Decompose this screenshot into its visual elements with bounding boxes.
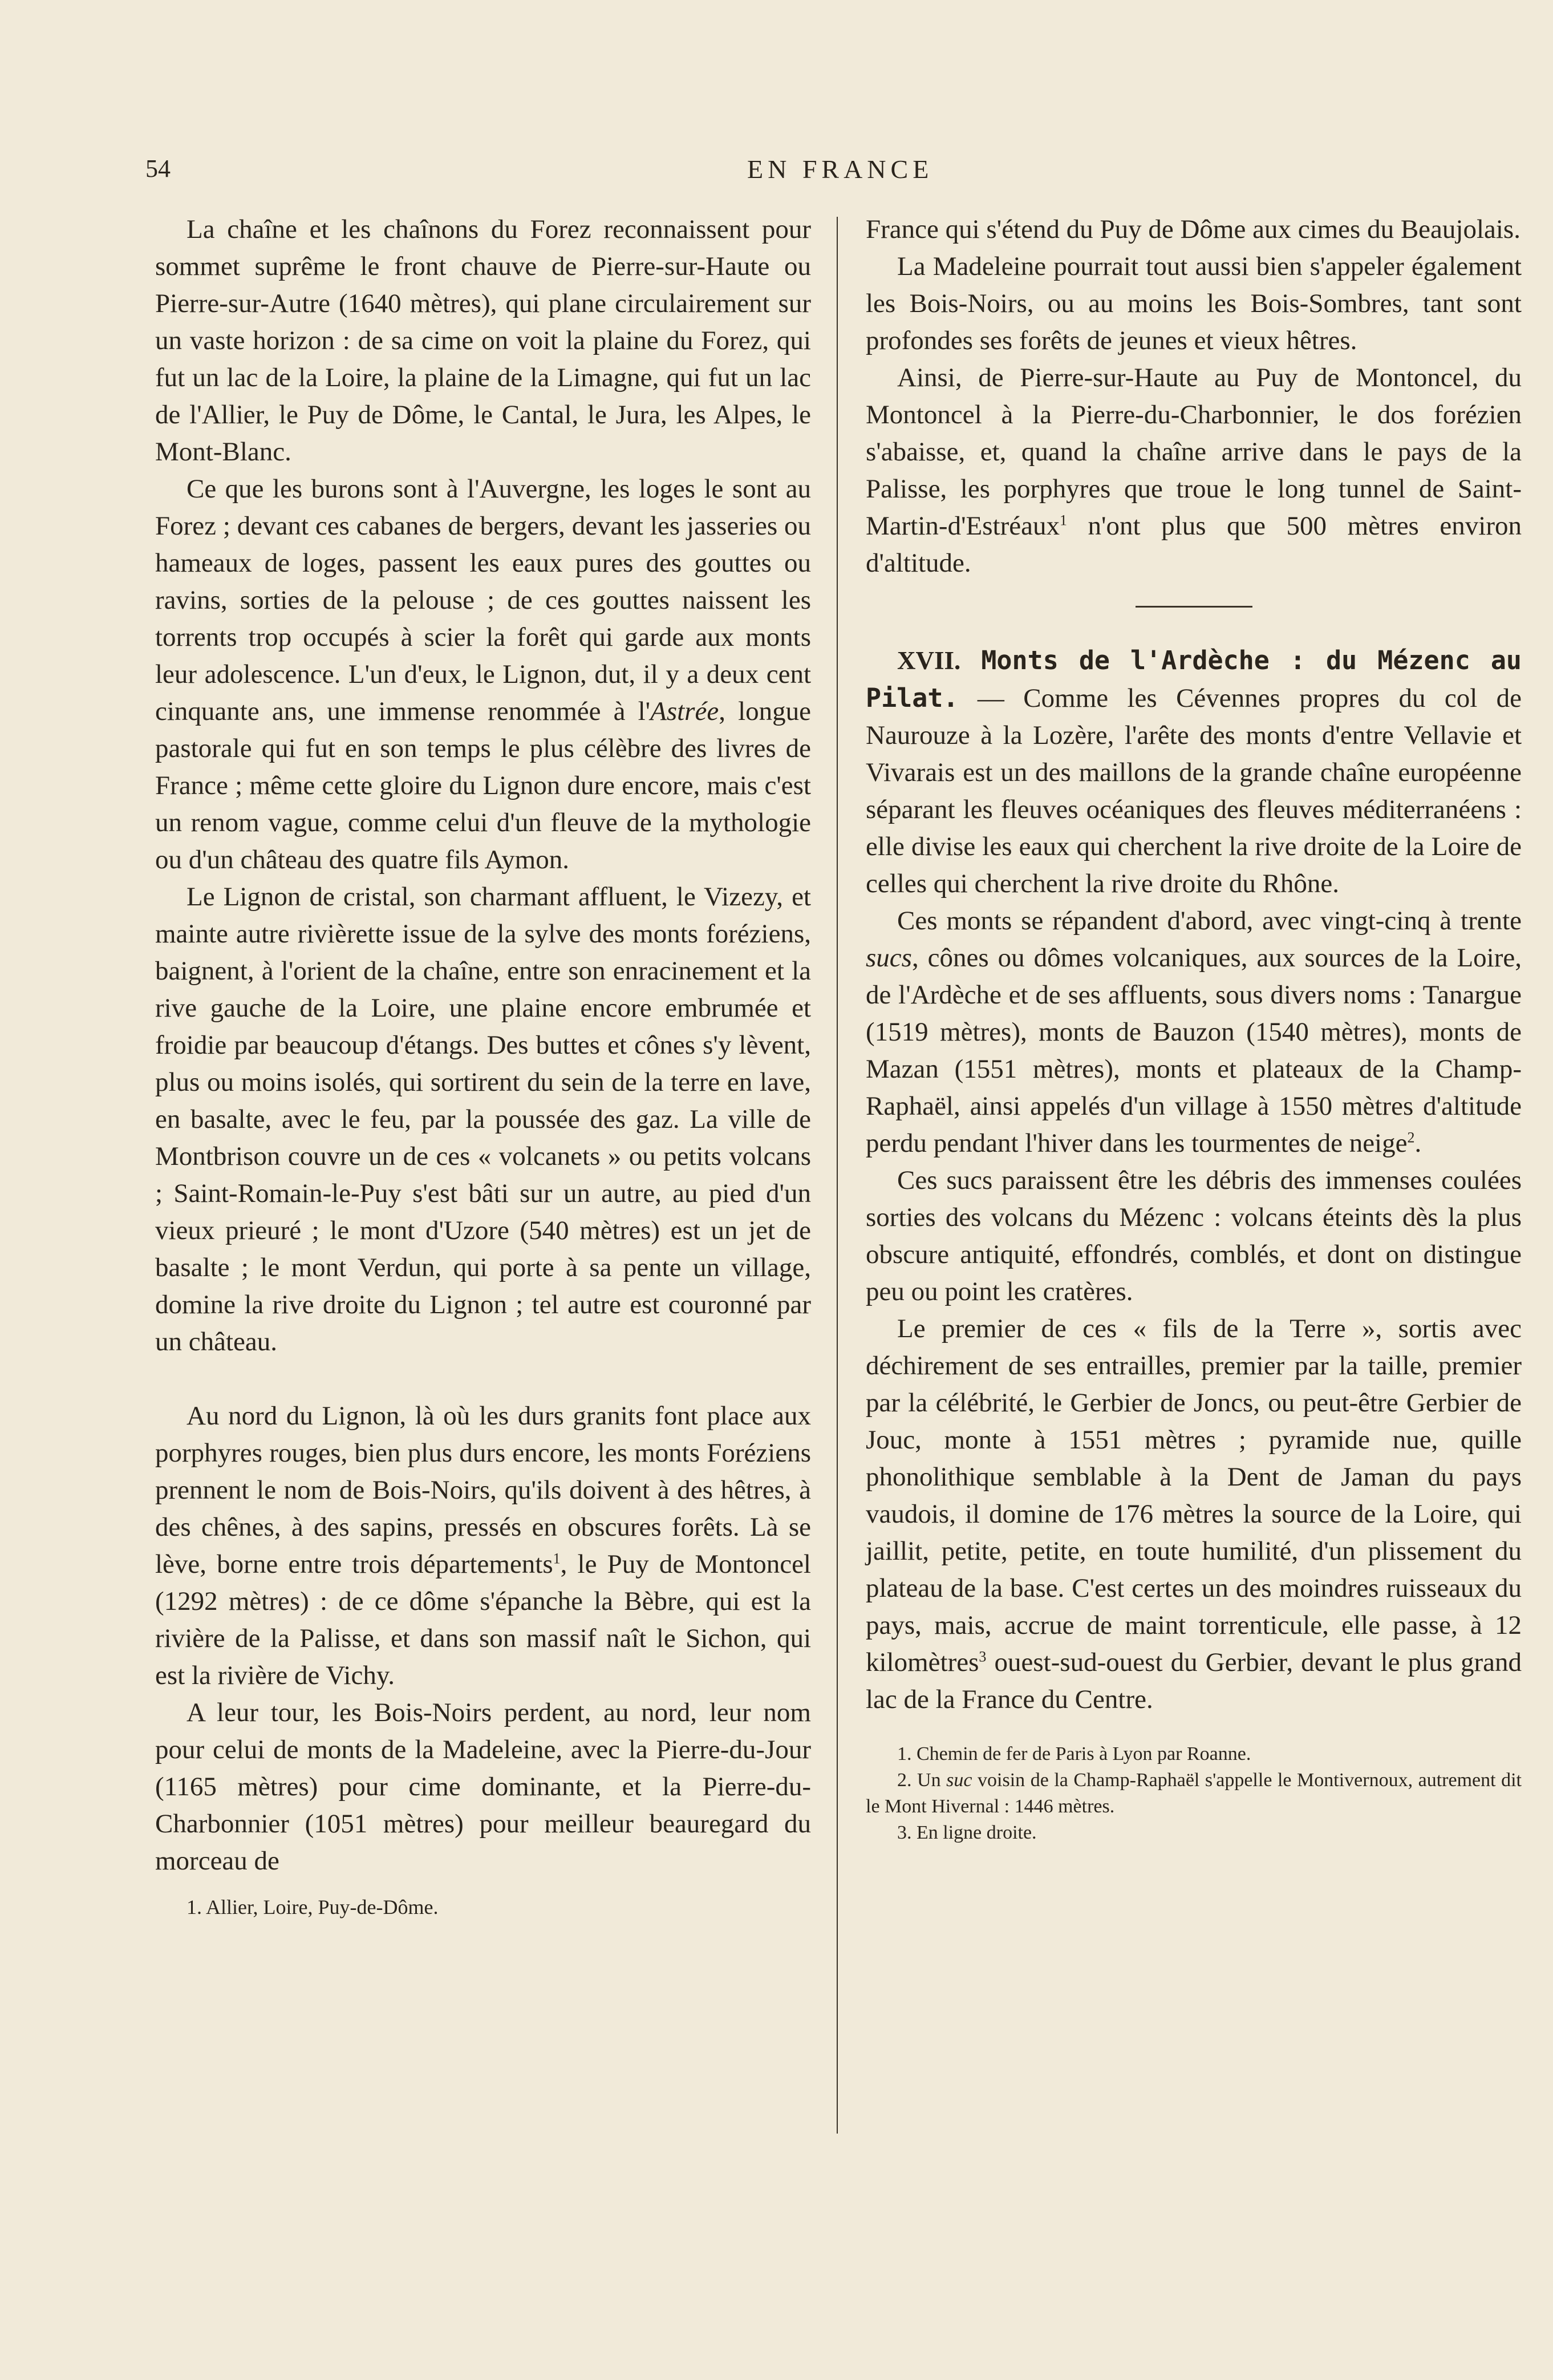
footnote-ref: 1 (553, 1550, 561, 1567)
paragraph: France qui s'étend du Puy de Dôme aux cimes du Beaujolais. (866, 214, 1520, 244)
paragraph: La chaîne et les chaînons du Forez reconnaissent pour sommet suprême le front chauve de Pierre-sur-Haute ou Pierre-sur-Autre (1640 mètres), qui plane circulairement sur un vaste horizon : de sa cime on voit la plaine du Forez, qui fut un lac de la Loire, la plaine de la Limagne, qui fut un lac de l'Allier, le Puy de Dôme, le Cantal, le Jura, les Alpes, le Mont-Blanc. (155, 214, 811, 467)
running-title: EN FRANCE (747, 155, 934, 184)
paragraph: Au nord du Lignon, là où les durs granits font place aux porphyres rouges, bien plus durs encore, les monts Foréziens prennent le nom de Bois-Noirs, qu'ils doivent à des hêtres, à des chênes, à des sapins, pressés en obscures forêts. Là se lève, borne entre trois départements$^1$, le Puy de Montoncel (1292 mètres) : de ce dôme s'épanche la Bèbre, qui est la rivière de la Palisse, et dans son massif naît le Sichon, qui est la rivière de Vichy. (155, 1401, 811, 1690)
footnote-ref: 3 (979, 1648, 987, 1665)
section-paragraph: XVII. Monts de l'Ardèche : du Mézenc au Pilat. — Comme les Cévennes propres du col de Naurouze à la Lozère, l'arête des monts d'entre Vellavie et Vivarais est un des maillons de la grande chaîne européenne séparant les fleuves océaniques des fleuves méditerranéens : elle divise les eaux qui cherchent la rive droite de la Loire de celles qui cherchent la rive droite du Rhône. (866, 645, 1522, 898)
paragraph: Ces monts se répandent d'abord, avec vingt-cinq à trente sucs, cônes ou dômes volcaniques, aux sources de la Loire, de l'Ardèche et de ses affluents, sous divers noms : Tanargue (1519 mètres), monts de Bauzon (1540 mètres), monts de Mazan (1551 mètres), monts et plateaux de la Champ-Raphaël, ainsi appelés d'un village à 1550 mètres d'altitude perdu pendant l'hiver dans les tourmentes de neige$^2$. (866, 906, 1522, 1158)
footnote-ref: 2 (1407, 1129, 1415, 1146)
paragraph: Ce que les burons sont à l'Auvergne, les loges le sont au Forez ; devant ces cabanes de bergers, devant les jasseries ou hameaux de loges, passent les eaux pures des gouttes ou ravins, sorties de la pelouse ; de ces gouttes naissent les torrents trop occupés à scier la forêt qui garde aux monts leur adolescence. L'un d'eux, le Lignon, dut, il y a deux cent cinquante ans, une immense renommée à l'Astrée, longue pastorale qui fut en son temps le plus célèbre des livres de France ; même cette gloire du Lignon dure encore, mais c'est un renom vague, comme celui d'un fleuve de la mythologie ou d'un château des quatre fils Aymon. (155, 474, 811, 875)
left-column (155, 211, 811, 1920)
paragraph: Le premier de ces « fils de la Terre », sortis avec déchirement de ses entrailles, premier par la taille, premier par la célébrité, le Gerbier de Joncs, ou peut-être Gerbier de Jouc, monte à 1551 mètres ; pyramide nue, quille phonolithique semblable à la Dent de Jaman du pays vaudois, il domine de 176 mètres la source de la Loire, qui jaillit, petite, petite, en toute humilité, d'un plissement du plateau de la base. C'est certes un des moindres ruisseaux du pays, mais, accrue de maint torrenticule, elle passe, à 12 kilomètres$^3$ ouest-sud-ouest du Gerbier, devant le plus grand lac de la France du Centre. (866, 1314, 1522, 1714)
book-title: Astrée (650, 697, 719, 726)
paragraph: A leur tour, les Bois-Noirs perdent, au nord, leur nom pour celui de monts de la Madeleine, avec la Pierre-du-Jour (1165 mètres) pour cime dominante, et la Pierre-du-Charbonnier (1051 mètres) pour meilleur beauregard du morceau de (155, 1698, 811, 1876)
footnote: 3. En ligne droite. (897, 1822, 1037, 1843)
footnote: 1. Chemin de fer de Paris à Lyon par Roanne. (897, 1743, 1251, 1764)
footnote: 1. Allier, Loire, Puy-de-Dôme. (186, 1896, 439, 1918)
footnote: 2. Un suc voisin de la Champ-Raphaël s'appelle le Montivernoux, autrement dit le Mont Hivernal : 1446 mètres. (866, 1770, 1522, 1817)
footnotes-left (155, 1894, 811, 1920)
page-number: 54 (145, 155, 171, 183)
column-divider (837, 217, 838, 2134)
footnotes-right (866, 1741, 1522, 1846)
right-column (866, 211, 1522, 1846)
paragraph: La Madeleine pourrait tout aussi bien s'appeler également les Bois-Noirs, ou au moins les Bois-Sombres, tant sont profondes ses forêts de jeunes et vieux hêtres. (866, 252, 1522, 355)
paragraph: Le Lignon de cristal, son charmant affluent, le Vizezy, et mainte autre rivièrette issue de la sylve des monts foréziens, baignent, à l'orient de la chaîne, entre son enracinement et la rive gauche de la Loire, une plaine encore embrumée et froidie par beaucoup d'étangs. Des buttes et cônes s'y lèvent, plus ou moins isolés, qui sortirent du sein de la terre en lave, en basalte, avec le feu, par la poussée des gaz. La ville de Montbrison couvre un de ces « volcanets » ou petits volcans ; Saint-Romain-le-Puy s'est bâti sur un autre, au pied d'un vieux prieuré ; le mont d'Uzore (540 mètres) est un jet de basalte ; le mont Verdun, qui porte à sa pente un village, domine la rive droite du Lignon ; tel autre est couronné par un château. (155, 882, 811, 1357)
paragraph: Ces sucs paraissent être les débris des immenses coulées sorties des volcans du Mézenc : volcans éteints dès la plus obscure antiquité, effondrés, comblés, et dont on distingue peu ou point les cratères. (866, 1165, 1522, 1306)
section-heading: XVII. Monts de l'Ardèche : du Mézenc au Pilat. (866, 645, 1522, 713)
section-separator (1136, 606, 1252, 608)
footnote-ref: 1 (1059, 512, 1067, 529)
term: sucs (866, 943, 912, 973)
paragraph: Ainsi, de Pierre-sur-Haute au Puy de Montoncel, du Montoncel à la Pierre-du-Charbonnier, le dos forézien s'abaisse, et, quand la chaîne arrive dans le pays de la Palisse, les porphyres que troue le long tunnel de Saint-Martin-d'Estréaux$^1$ n'ont plus que 500 mètres environ d'altitude. (866, 363, 1522, 578)
